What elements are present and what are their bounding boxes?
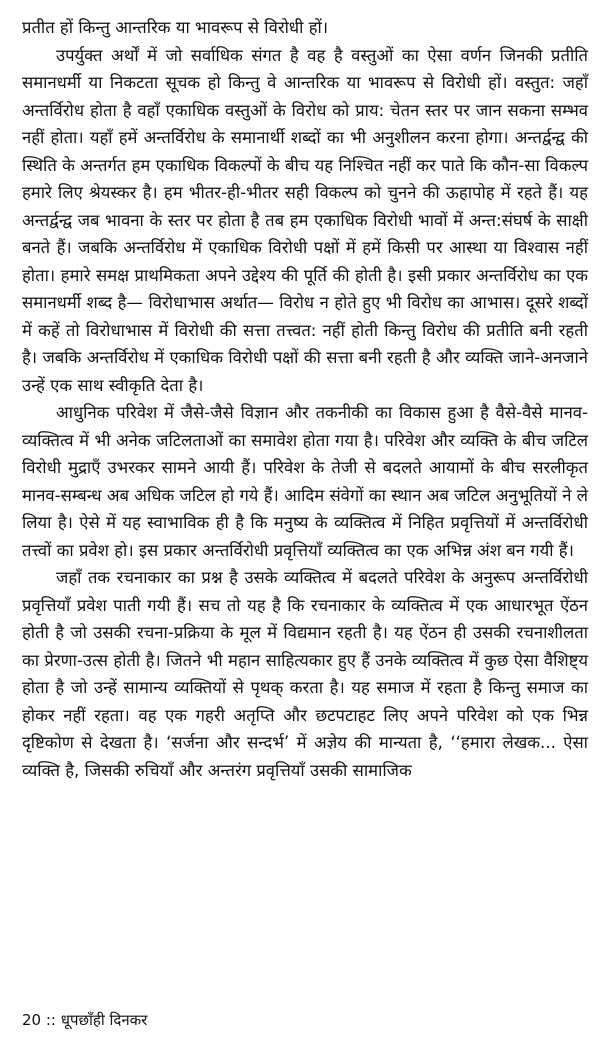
paragraph-4: जहाँ तक रचनाकार का प्रश्न है उसके व्यक्तित्व में बदलते परिवेश के अनुरूप अन्तर्विरोधी प्रवृत्तियाँ प्रवेश पाती गयी हैं। सच तो यह है कि रचनाकार के व्यक्तित्व में एक आधारभूत ऐंठन होती है जो उसकी रचना-प्रक्रिया के मूल में विद्यमान रहती है। यह ऐंठन ही उसकी रचनाशीलता का प्रेरणा-उत्स होती है। जितने भी महान साहित्यकार हुए हैं उनके व्यक्तित्व में कुछ ऐसा वैशिष्ट्य होता है जो उन्हें सामान्य व्यक्तियों से पृथक् करता है। यह समाज में रहता है किन्तु समाज का होकर नहीं रहता। वह एक गहरी अतृप्ति और छटपटाहट लिए अपने परिवेश को एक भिन्न दृष्टिकोण से देखता है। ‘सर्जना और सन्दर्भ’ में अज्ञेय की मान्यता है, ‘‘हमारा लेखक... ऐसा व्यक्ति है, जिसकी रुचियाँ और अन्तरंग प्रवृत्तियाँ उसकी सामाजिक — [22, 568, 588, 780]
page-body — [22, 14, 588, 784]
page-footer: 20 :: धूपछाँही दिनकर — [22, 1011, 148, 1029]
paragraph-1: प्रतीत हों किन्तु आन्तरिक या भावरूप से विरोधी हों। — [22, 18, 329, 37]
paragraph-3: आधुनिक परिवेश में जैसे-जैसे विज्ञान और तकनीकी का विकास हुआ है वैसे-वैसे मानव-व्यक्तित्व में भी अनेक जटिलताओं का समावेश होता गया है। परिवेश और व्यक्ति के बीच जटिल विरोधी मुद्राएँ उभरकर सामने आयी हैं। परिवेश के तेजी से बदलते आयामों के बीच सरलीकृत मानव-सम्बन्ध अब अधिक जटिल हो गये हैं। आदिम संवेगों का स्थान अब जटिल अनुभूतियों ने ले लिया है। ऐसे में यह स्वाभाविक ही है कि मनुष्य के व्यक्तित्व में निहित प्रवृत्तियों में अन्तर्विरोधी तत्त्वों का प्रवेश हो। इस प्रकार अन्तर्विरोधी प्रवृत्तियाँ व्यक्तित्व का एक अभिन्न अंश बन गयी हैं। — [22, 403, 588, 560]
paragraph-2: उपर्युक्त अर्थों में जो सर्वाधिक संगत है वह है वस्तुओं का ऐसा वर्णन जिनकी प्रतीति समानधर्मी या निकटता सूचक हो किन्तु वे आन्तरिक या भावरूप से विरोधी हों। वस्तुत: जहाँ अन्तर्विरोध होता है वहाँ एकाधिक वस्तुओं के विरोध को प्राय: चेतन स्तर पर जान सकना सम्भव नहीं होता। यहाँ हमें अन्तर्विरोध के समानार्थी शब्दों का भी अनुशीलन करना होगा। अन्तर्द्वन्द्व की स्थिति के अन्तर्गत हम एकाधिक विकल्पों के बीच यह निश्चित नहीं कर पाते कि कौन-सा विकल्प हमारे लिए श्रेयस्कर है। हम भीतर-ही-भीतर सही विकल्प को चुनने की ऊहापोह में रहते हैं। यह अन्तर्द्वन्द्व जब भावना के स्तर पर होता है तब हम एकाधिक विरोधी भावों में अन्त:संघर्ष के साक्षी बनते हैं। जबकि अन्तर्विरोध में एकाधिक विरोधी पक्षों में हमें किसी पर आस्था या विश्वास नहीं होता। हमारे समक्ष प्राथमिकता अपने उद्देश्य की पूर्ति की होती है। इसी प्रकार अन्तर्विरोध का एक समानधर्मी शब्द है— विरोधाभास अर्थात— विरोध न होते हुए भी विरोध का आभास। दूसरे शब्दों में कहें तो विरोधाभास में विरोधी की सत्ता तत्त्वत: नहीं होती किन्तु विरोध की प्रतीति बनी रहती है। जबकि अन्तर्विरोध में एकाधिक विरोधी पक्षों की सत्ता बनी रहती है और व्यक्ति जाने-अनजाने उन्हें एक साथ स्वीकृति देता है। — [22, 45, 588, 395]
